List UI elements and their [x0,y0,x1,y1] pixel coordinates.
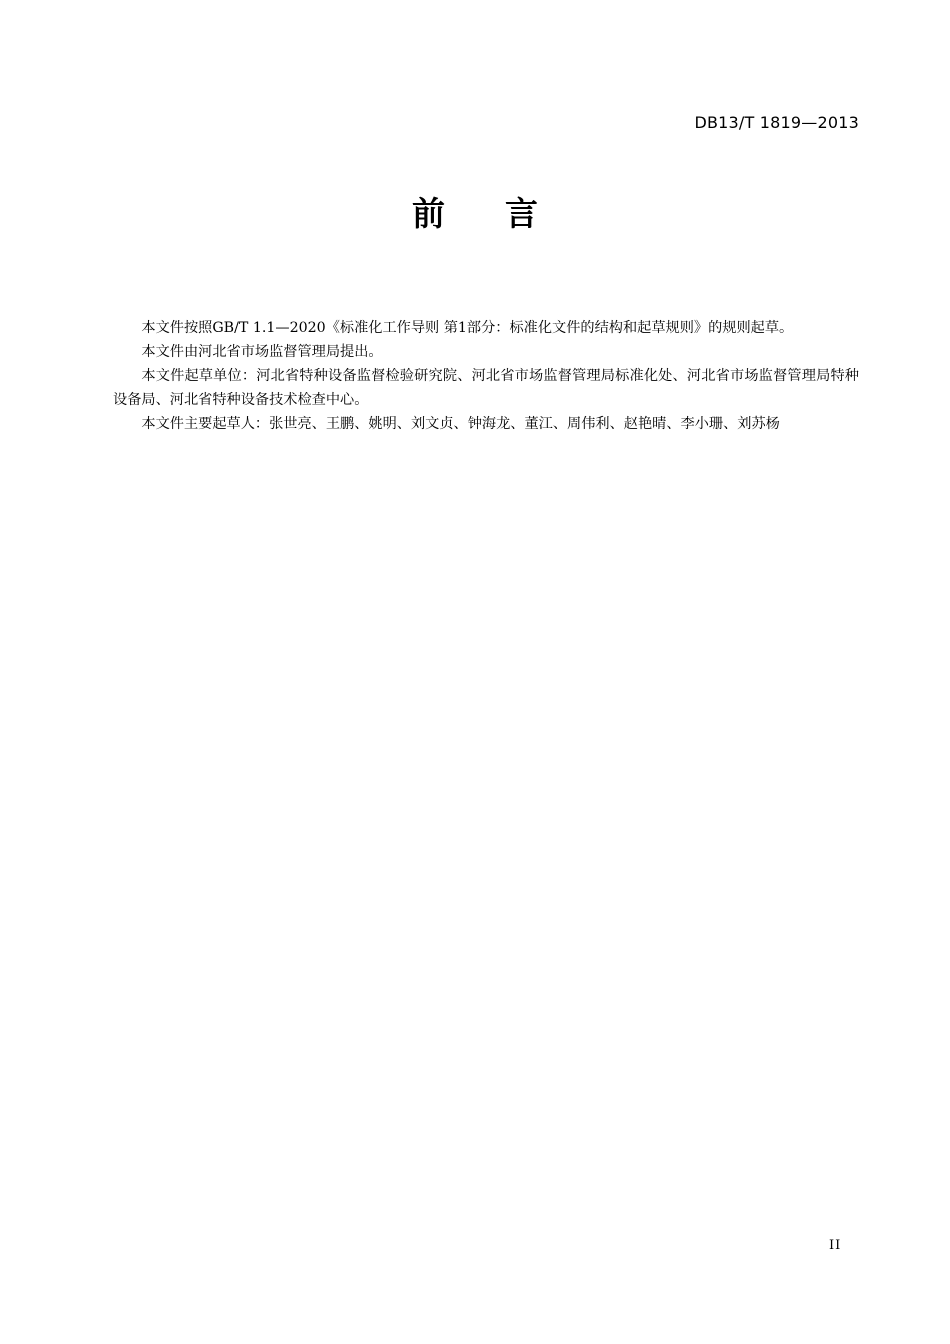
page-title [0,188,950,235]
paragraph-drafting-units: 本文件起草单位：河北省特种设备监督检验研究院、河北省市场监督管理局标准化处、河北省市场监督管理局特种设备局、河北省特种设备技术检查中心。 [113,368,859,408]
title-char-1: 前 [412,194,445,233]
paragraph-proposer: 本文件由河北省市场监督管理局提出。 [141,344,383,360]
document-code: DB13/T 1819—2013 [694,113,859,132]
paragraph-drafting-rules: 本文件按照GB/T 1.1—2020《标准化工作导则 第1部分：标准化文件的结构和起草规则》的规则起草。 [141,320,794,336]
title-char-2: 言 [505,194,538,233]
foreword-body [113,316,859,436]
paragraph-drafters: 本文件主要起草人：张世亮、王鹏、姚明、刘文贞、钟海龙、董江、周伟利、赵艳晴、李小珊、刘苏杨 [141,416,780,432]
page-number: II [829,1238,842,1253]
